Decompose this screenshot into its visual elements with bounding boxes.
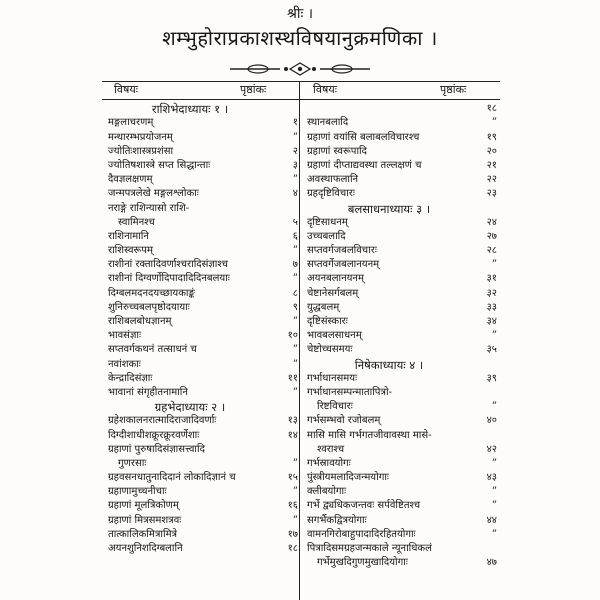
entry-subject: पित्रादिसमग्रहजन्मकाले न्यूनाधिकलं [307,543,432,554]
entry-subject: नवांशकाः [108,358,141,370]
entry-subject: जन्मपत्रलेखे मङ्गलश्लोकाः [108,188,199,200]
entry-subject: सगर्भैकद्वित्रयोगाः [307,514,367,526]
index-entry [108,173,298,187]
index-entry [307,301,497,315]
index-entry [108,329,298,343]
index-entry [108,286,298,300]
entry-subject: चेष्टानेसर्गबलम् [307,287,359,299]
index-entry [307,471,497,485]
right-subject-header: विषयः [313,83,337,96]
entry-page-number: २४ [486,216,497,228]
entry-page-number: १७ [287,528,298,540]
entry-page-number: ६ [292,230,298,242]
entry-page-number: ” [491,528,497,540]
index-entry [108,315,298,329]
entry-subject: गुणरसाः [118,457,147,469]
entry-page-number: ” [292,245,298,257]
entry-subject: दिग्दीशाधीशक्रूरक्रूरवर्णेशाः [108,429,200,441]
entry-page-number: ” [292,386,298,398]
chapter-heading [307,357,497,371]
entry-subject: क्लीबयोगाः [307,486,347,498]
entry-page-number: ३९ [486,372,497,384]
index-entry [307,485,497,499]
entry-page-number: ” [292,486,298,498]
index-entry [307,542,497,556]
entry-page-number: ४४ [486,514,497,526]
index-entry [307,556,497,570]
index-entry [307,187,497,201]
ornament-divider-icon [228,62,372,76]
entry-subject: अवस्थाफलानि [307,174,359,186]
index-entry [108,386,298,400]
entry-page-number: ४३ [486,472,497,484]
entry-page-number: ” [491,486,497,498]
entry-subject: दैवज्ञलक्षणम् [108,174,153,186]
entry-subject: भावबलसाधनम् [307,330,362,342]
index-entry [108,414,298,428]
entry-subject: राशिभेदाध्यायः १ । [151,102,229,117]
entry-page-number: ३५ [486,344,497,356]
entry-page-number: ” [491,117,497,129]
entry-subject: राशिस्वरूपम् [108,245,153,257]
index-entry [307,443,497,457]
page-title: शम्भुहोराप्रकाशस्थविषयानुक्रमणिका । [162,26,438,50]
index-entry [108,130,298,144]
entry-page-number: ” [292,273,298,285]
entry-subject: राशीनां रक्तादिवर्णाश्चरादिसंज्ञाश्च [108,259,228,271]
index-entry [108,542,298,556]
entry-page-number: ३३ [486,301,497,313]
index-entry [307,116,497,130]
index-entry [108,301,298,315]
index-entry [307,145,497,159]
entry-subject: दृष्टिसाधनम् [307,216,348,228]
entry-subject: ग्रहवसनधातुनादिदानं लोकादिज्ञानं च [108,472,236,484]
entry-subject: स्वामिनश्च [118,216,155,228]
right-index-column [307,102,497,570]
entry-page-number: १८ [287,543,298,554]
index-entry [307,499,497,513]
entry-subject: पुंस्त्रीयमलादिजन्मयोगाः [307,472,389,484]
index-entry [307,173,497,187]
index-entry [108,145,298,159]
index-entry [307,216,497,230]
entry-subject: सप्तवर्गेजबलानयनम् [307,259,380,271]
entry-subject: नराङ्गे राशिन्यासो राशि- [108,202,190,214]
index-entry [307,372,497,386]
entry-subject: स्थानबलादि [307,117,349,129]
entry-page-number: १९ [486,131,497,143]
entry-subject: राशीनां दिग्वर्णोदिपादादिदिनबलयाः [108,273,230,285]
entry-page-number: ३४ [486,316,497,327]
index-entry [108,343,298,357]
index-entry [108,201,298,215]
entry-page-number: ४७ [486,557,497,569]
index-entry [108,457,298,471]
left-subject-header: विषयः [114,83,138,96]
index-entry [307,258,497,272]
left-page-header: पृष्ठांकः [240,83,267,96]
entry-subject: मासि मासि गर्भगतजीवावस्था मासे- [307,429,432,441]
entry-subject: ग्रहाणां वयांसि बलाबलविचारश्च [307,131,420,143]
entry-subject: भावसंज्ञाः [108,330,141,342]
chapter-heading [307,201,497,215]
entry-page-number: १४ [287,429,298,441]
index-entry [108,443,298,457]
entry-page-number: ” [292,174,298,186]
entry-subject: ग्रहाणां मित्रसमशत्रवः [108,514,182,526]
entry-page-number: ३१ [486,273,497,285]
entry-subject: ज्योतिषशास्त्रे सप्त सिद्धान्ताः [108,159,211,171]
entry-page-number: १० [287,330,298,342]
chapter-heading [108,102,298,116]
entry-page-number: २३ [486,188,497,200]
entry-subject: शुनिरुच्चबलपृष्ठोदयायाः [108,301,190,313]
index-entry [108,258,298,272]
entry-subject: मङ्गलाचरणम् [108,117,154,129]
entry-subject: गर्भेमुखदिगुणमुखादियोगाः [317,557,408,569]
entry-subject: गर्भे द्व्यधिकजन्तवः सर्पवेष्टितश्च [307,500,421,512]
entry-page-number: १ [292,117,298,129]
index-entry [307,286,497,300]
entry-page-number: २७ [486,230,497,242]
entry-subject: निषेकाध्यायः ४ । [354,357,424,372]
entry-subject: गर्भसम्भवो रजोबलम् [307,415,381,427]
left-index-column [108,102,298,556]
entry-page-number: ” [491,457,497,469]
index-entry [307,159,497,173]
entry-subject: गर्भाधानसम्पन्मातापित्रो- [307,386,392,398]
entry-page-number: ” [292,316,298,327]
entry-subject: अयनबलानयनम् [307,273,364,285]
entry-subject: अयनशुनिशदिग्बलानि [108,543,183,554]
entry-page-number: ४२ [486,443,497,455]
entry-subject: गर्भस्रावयोगः [307,457,351,469]
entry-subject: राशिनामानि [108,230,149,242]
page-invocation: श्रीः । [286,6,314,22]
index-entry [108,513,298,527]
entry-page-number: ” [292,131,298,143]
index-entry [108,357,298,371]
entry-subject: ग्रहाणां दीप्ताद्यवस्था तल्लक्षणं च [307,159,422,171]
entry-page-number: ” [292,358,298,370]
index-entry [307,528,497,542]
index-entry [307,272,497,286]
entry-page-number: १५ [287,472,298,484]
index-entry [108,272,298,286]
entry-subject: बलसाधनाध्यायः ३ । [347,201,431,216]
index-entry [307,400,497,414]
entry-page-number: ” [292,344,298,356]
index-entry [307,329,497,343]
index-entry [307,428,497,442]
index-entry [307,343,497,357]
index-entry [108,428,298,442]
entry-subject: युद्धबलम् [307,301,340,313]
entry-subject: चेष्टोच्चसमयः [307,344,353,356]
entry-page-number: ” [292,514,298,526]
entry-page-number: ” [491,330,497,342]
entry-page-number: १८ [486,103,497,115]
entry-page-number: ४ [292,188,298,200]
entry-page-number: ५ [292,216,298,228]
index-entry [307,230,497,244]
entry-page-number: २१ [486,159,497,171]
entry-subject: दृष्टिसंस्कारः [307,316,348,327]
index-entry [307,386,497,400]
index-entry [307,457,497,471]
entry-subject: ग्रहाणां मूलत्रिकोणम् [108,500,179,512]
entry-page-number: २ [292,145,298,157]
entry-page-number: २८ [486,245,497,257]
entry-subject: ग्रहेशकालनरात्मादिराजादिवर्णाः [108,415,217,427]
entry-subject: तात्कालिकमित्रामित्रे [108,528,178,540]
entry-subject: रिष्टविचारः [317,401,353,413]
entry-subject: सप्तवर्गजबलविचारः [307,245,377,257]
entry-page-number: ” [292,457,298,469]
index-entry [108,216,298,230]
index-entry [108,499,298,513]
entry-page-number: ” [491,500,497,512]
entry-page-number: ८ [292,287,298,299]
index-entry [307,130,497,144]
index-entry [108,485,298,499]
entry-subject: वामनगिरोबाहुपादादिरहितयोगाः [307,528,416,540]
chapter-heading [108,400,298,414]
index-entry [108,159,298,173]
entry-subject: ग्रहदृष्टिविचारः [307,188,355,200]
entry-page-number: २२ [486,174,497,186]
index-entry [307,244,497,258]
entry-subject: सप्तवर्गकथनं तत्साधनं च [108,344,197,356]
index-entry [307,513,497,527]
entry-subject: ग्रहाणां स्वरूपादि [307,145,367,157]
entry-page-number: १६ [287,500,298,512]
index-entry [108,244,298,258]
entry-page-number: ११ [287,372,298,384]
entry-page-number: १३ [287,415,298,427]
entry-page-number: ” [491,259,497,271]
table-header-rule [102,99,500,100]
entry-subject: भावानां संगृहीतनामानि [108,386,188,398]
entry-subject: मन्थारम्भप्रयोजनम् [108,131,173,143]
entry-subject: श्वराश्च [317,443,345,455]
entry-page-number: ३ [292,159,298,171]
entry-page-number: ४० [486,415,497,427]
index-entry [108,116,298,130]
entry-subject: ग्रहभेदाध्यायः २ । [154,400,226,415]
entry-page-number: ९ [292,301,298,313]
entry-subject: उच्चबलादि [307,230,346,242]
entry-subject: ज्योतिःशास्त्रप्रशंसा [108,145,174,157]
entry-page-number: ३२ [486,287,497,299]
index-entry [108,372,298,386]
entry-subject: ग्रहाणामुच्चनीचाः [108,486,167,498]
entry-subject: दिग्बलमदनदयच्छायकाङ्कं [108,287,195,299]
index-entry [307,102,497,116]
entry-subject: गर्भाधानसमयः [307,372,358,384]
entry-subject: राशिबलबोधज्ञानम् [108,316,172,327]
index-entry [307,414,497,428]
entry-subject: ग्रहाणां पुरुषादिसंज्ञासत्त्वादि [108,443,205,455]
column-divider [299,81,300,600]
index-entry [108,528,298,542]
right-page-header: पृष्ठांकः [440,83,467,96]
entry-page-number: ” [491,401,497,413]
index-entry [108,471,298,485]
entry-page-number: २० [486,145,497,157]
index-entry [307,315,497,329]
index-entry [108,187,298,201]
index-entry [108,230,298,244]
entry-page-number: ७ [292,259,298,271]
entry-subject: केन्द्रादिसंज्ञाः [108,372,153,384]
